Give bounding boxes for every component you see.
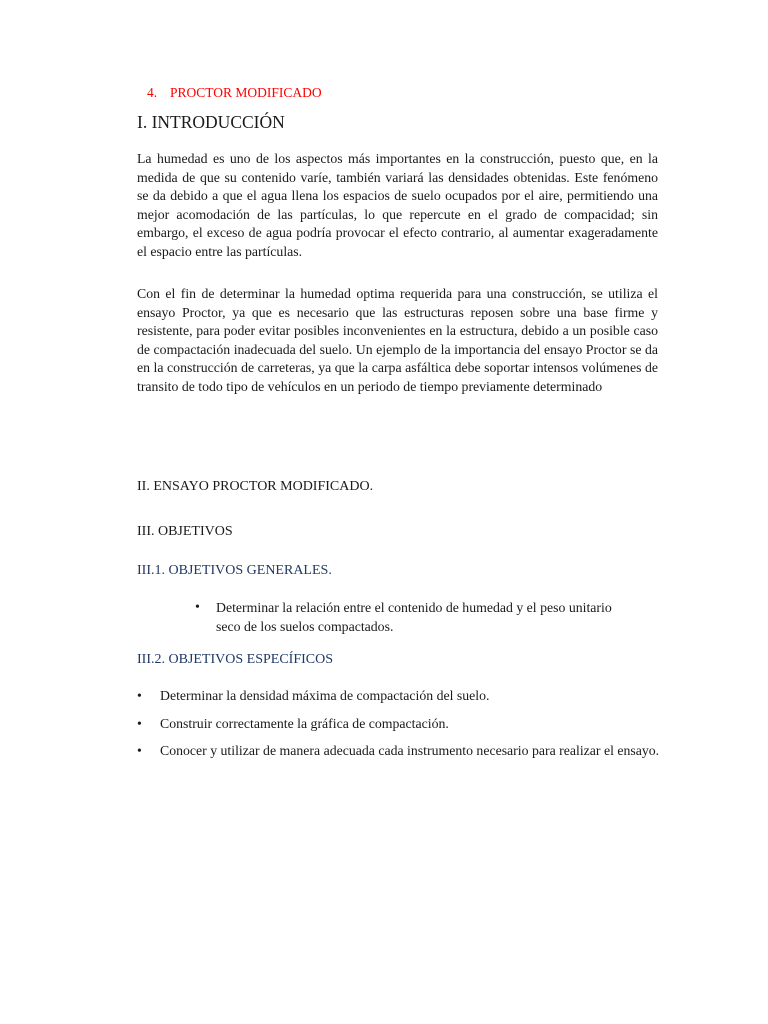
objetivos-generales-item [195, 599, 635, 636]
intro-title: I. INTRODUCCIÓN [137, 112, 285, 132]
section-4-heading [147, 85, 322, 101]
list-item [137, 715, 667, 734]
bullet-icon: • [137, 743, 142, 758]
objetivos-generales-text: Determinar la relación entre el contenido de humedad y el peso unitario seco de los suelos compactados. [216, 600, 612, 634]
objetivos-especificos-title: III.2. OBJETIVOS ESPECÍFICOS [137, 652, 334, 667]
section-objetivos-title: III. OBJETIVOS [137, 524, 233, 539]
bullet-icon: • [195, 600, 200, 615]
bullet-icon: • [137, 688, 142, 703]
list-item-text: Conocer y utilizar de manera adecuada cada instrumento necesario para realizar el ensayo. [160, 743, 660, 758]
intro-paragraph-1: La humedad es uno de los aspectos más importantes en la construcción, puesto que, en la medida de que su contenido varíe, también variará las densidades obtenidas. Este fenómeno se da debido a que el agua llena los espacios de suelo ocupados por el aire, permitiendo una mejor acomodación de las partículas, lo que repercute en el grado de compacidad; sin embargo, el exceso de agua podría provocar el efecto contrario, al aumentar exageradamente el espacio entre las partículas. [137, 151, 658, 259]
intro-paragraph-2: Con el fin de determinar la humedad optima requerida para una construcción, se utiliza el ensayo Proctor, ya que es necesario que las estructuras reposen sobre una base firme y resistente, para poder evitar posibles inconvenientes en la estructura, debido a un posible caso de compactación inadecuada del suelo. Un ejemplo de la importancia del ensayo Proctor se da en la construcción de carreteras, ya que la carpa asfáltica debe soportar intensos volúmenes de transito de todo tipo de vehículos en un periodo de tiempo previamente determinado [137, 286, 658, 394]
list-item-text: Construir correctamente la gráfica de compactación. [160, 715, 449, 731]
section-4-number: 4. [147, 85, 158, 100]
section-4-title: PROCTOR MODIFICADO [170, 85, 322, 100]
objetivos-especificos-list [137, 687, 667, 772]
list-item [137, 739, 667, 763]
list-item-text: Determinar la densidad máxima de compactación del suelo. [160, 688, 490, 703]
bullet-icon: • [137, 715, 142, 731]
section-ensayo-title: II. ENSAYO PROCTOR MODIFICADO. [137, 479, 374, 494]
list-item [137, 687, 667, 706]
objetivos-generales-title: III.1. OBJETIVOS GENERALES. [137, 563, 332, 578]
